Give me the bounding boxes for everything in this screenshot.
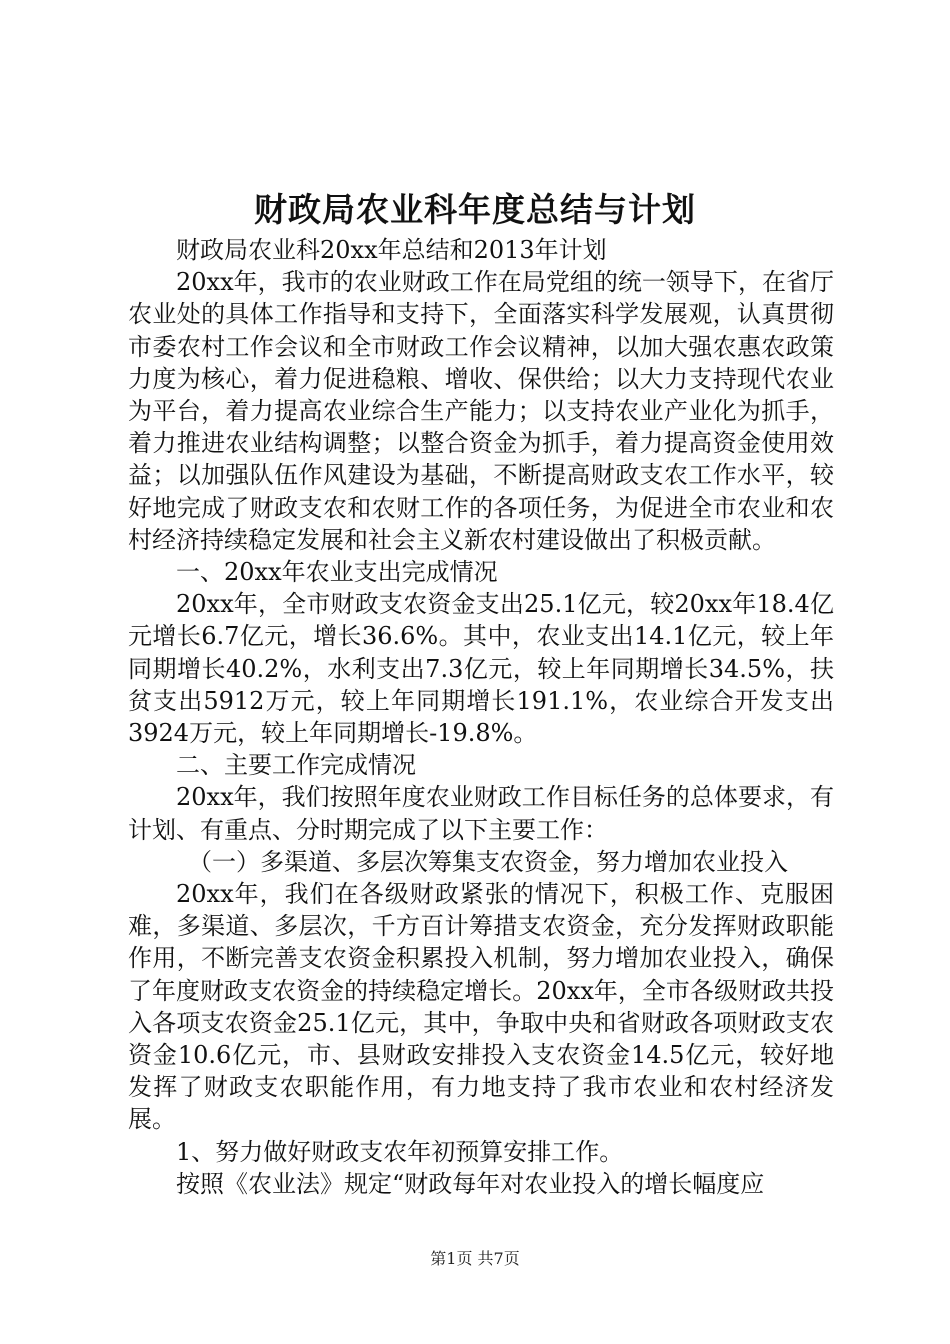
page-footer: 第1页 共7页 bbox=[430, 1249, 520, 1268]
paragraph-expenditure: 20xx年，全市财政支农资金支出25.1亿元，较20xx年18.4亿元增长6.7亿元，增长36.6%。其中，农业支出14.1亿元，较上年同期增长40.2%，水利支出7.3亿元，较上年同期增长34.5%，扶贫支出5912万元，较上年同期增长191.1%，农业综合开发支出3924万元，较上年同期增长-19.8%。 bbox=[128, 590, 834, 748]
item-heading-1: 1、努力做好财政支农年初预算安排工作。 bbox=[176, 1137, 624, 1166]
paragraph-subtitle: 财政局农业科20xx年总结和2013年计划 bbox=[176, 236, 607, 264]
paragraph-agriculture-law: 按照《农业法》规定“财政每年对农业投入的增长幅度应 bbox=[176, 1169, 765, 1198]
section-heading-2: 二、主要工作完成情况 bbox=[176, 751, 416, 780]
paragraph-work-overview: 20xx年，我们按照年度农业财政工作目标任务的总体要求，有计划、有重点、分时期完成了以下主要工作： bbox=[128, 783, 834, 844]
paragraph-funding: 20xx年，我们在各级财政紧张的情况下，积极工作、克服困难，多渠道、多层次，千方百计筹措支农资金，充分发挥财政职能作用，不断完善支农资金积累投入机制，努力增加农业投入，确保了年度财政支农资金的持续稳定增长。20xx年，全市各级财政共投入各项支农资金25.1亿元，其中，争取中央和省财政各项财政支农资金10.6亿元，市、县财政安排投入支农资金14.5亿元，较好地发挥了财政支农职能作用，有力地支持了我市农业和农村经济发展。 bbox=[128, 880, 834, 1134]
paragraph-intro: 20xx年，我市的农业财政工作在局党组的统一领导下，在省厅农业处的具体工作指导和支持下，全面落实科学发展观，认真贯彻市委农村工作会议和全市财政工作会议精神，以加大强农惠农政策力度为核心，着力促进稳粮、增收、保供给；以大力支持现代农业为平台，着力提高农业综合生产能力；以支持农业产业化为抓手，着力推进农业结构调整；以整合资金为抓手，着力提高资金使用效益；以加强队伍作风建设为基础，不断提高财政支农工作水平，较好地完成了财政支农和农财工作的各项任务，为促进全市农业和农村经济持续稳定发展和社会主义新农村建设做出了积极贡献。 bbox=[128, 268, 834, 554]
document-title: 财政局农业科年度总结与计划 bbox=[254, 190, 696, 229]
section-heading-1: 一、20xx年农业支出完成情况 bbox=[176, 558, 498, 587]
document-body bbox=[128, 234, 834, 1200]
subsection-heading-1: （一）多渠道、多层次筹集支农资金，努力增加农业投入 bbox=[188, 847, 788, 876]
